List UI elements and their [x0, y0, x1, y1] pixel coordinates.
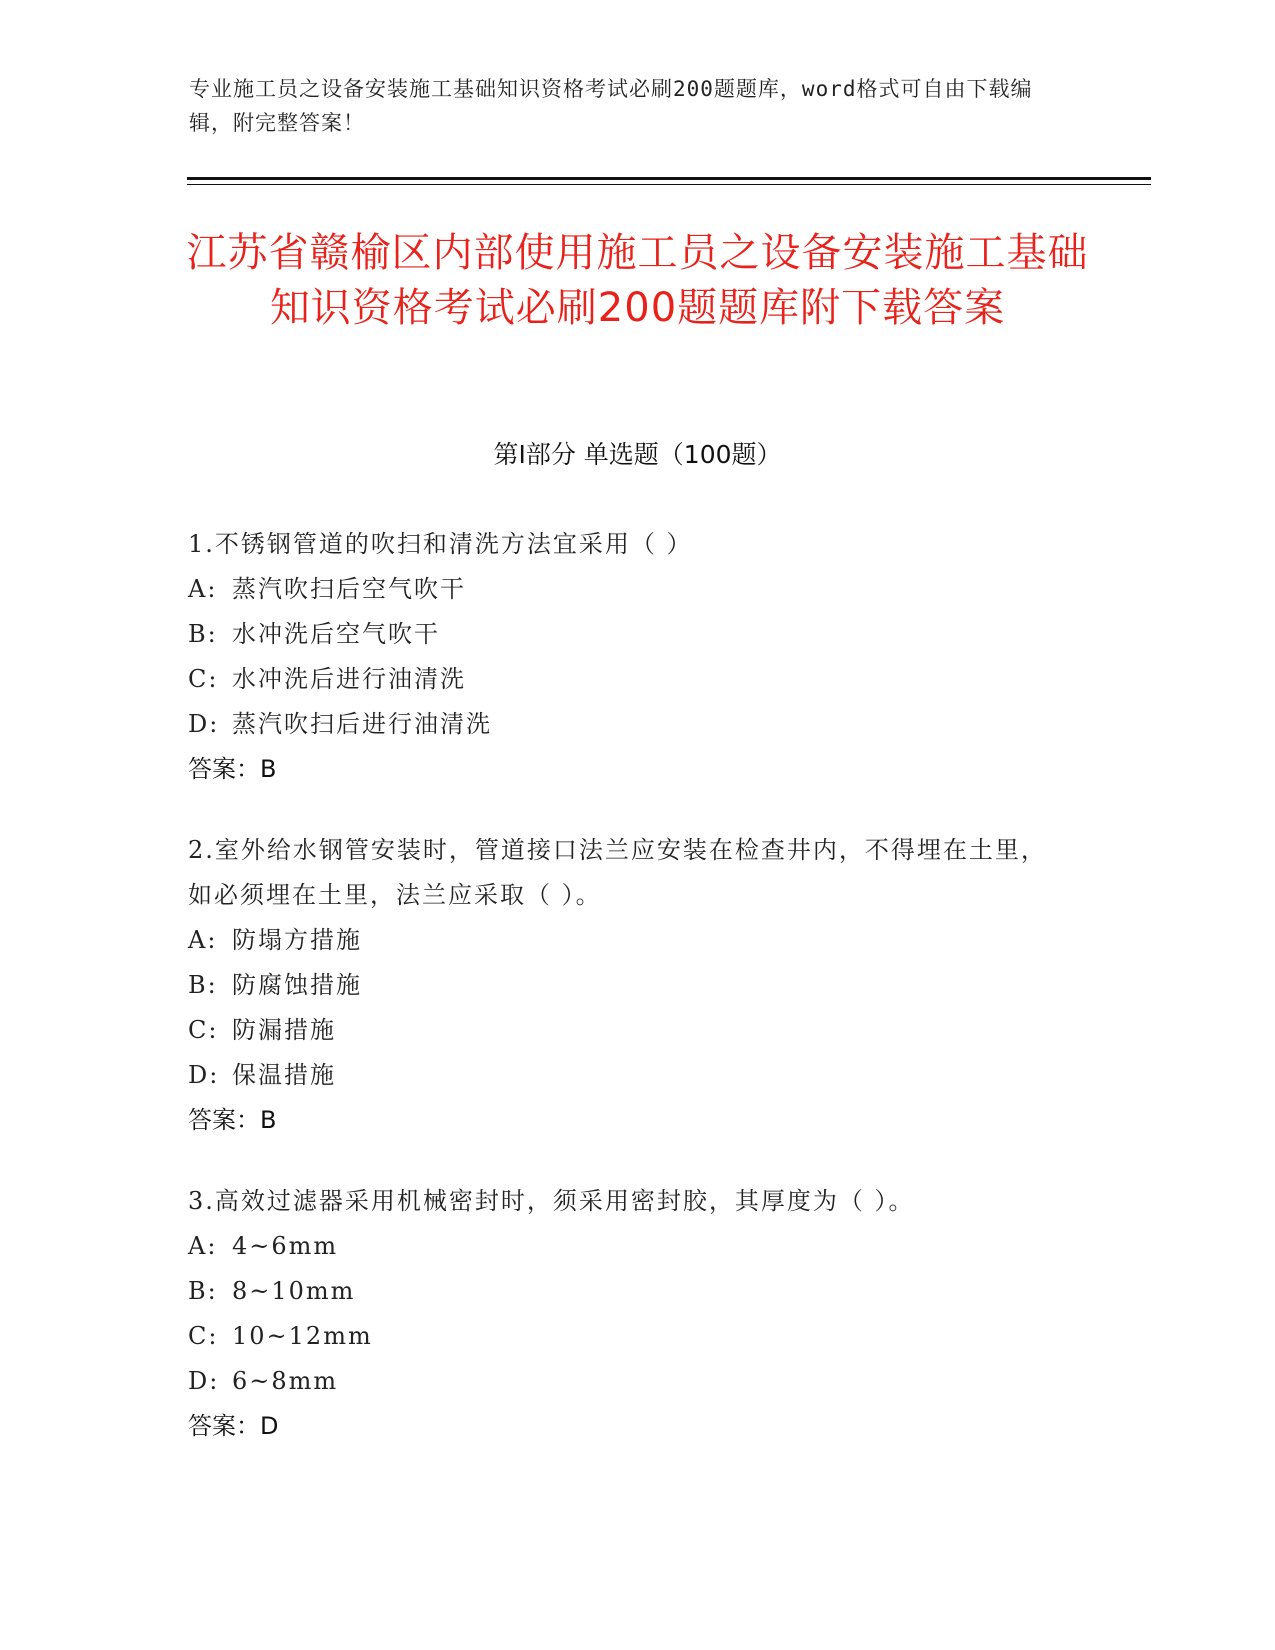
option-text: 防塌方措施 [232, 926, 362, 954]
option-key: C: [188, 665, 219, 693]
answer-prefix: 答案： [188, 755, 260, 783]
option-c [188, 657, 1068, 702]
header-rule-thin [187, 184, 1151, 185]
option-text: 蒸汽吹扫后空气吹干 [232, 575, 466, 603]
option-text: 10~12mm [232, 1322, 373, 1350]
option-text: 防腐蚀措施 [232, 971, 362, 999]
option-text: 6~8mm [232, 1367, 339, 1395]
question-1 [188, 522, 1068, 792]
option-b [188, 1269, 1068, 1314]
answer-value: B [260, 755, 277, 783]
option-d [188, 702, 1068, 747]
option-text: 水冲洗后进行油清洗 [232, 665, 466, 693]
question-stem: 2.室外给水钢管安装时，管道接口法兰应安装在检查井内，不得埋在土里，如必须埋在土里，法兰应采取（ ）。 [188, 836, 1047, 909]
option-a [188, 918, 1068, 963]
question-3 [188, 1179, 1068, 1449]
option-c [188, 1314, 1068, 1359]
option-key: C: [188, 1016, 219, 1044]
option-b [188, 612, 1068, 657]
option-key: A: [188, 926, 218, 954]
option-d [188, 1359, 1068, 1404]
option-d [188, 1053, 1068, 1098]
option-a [188, 567, 1068, 612]
option-text: 防漏措施 [232, 1016, 336, 1044]
option-key: B: [188, 620, 218, 648]
option-key: B: [188, 971, 218, 999]
answer-prefix: 答案： [188, 1412, 260, 1440]
answer-value: D [260, 1412, 279, 1440]
answer-value: B [260, 1106, 277, 1134]
option-key: D: [188, 1061, 220, 1089]
question-list [188, 522, 1068, 1485]
option-key: B: [188, 1277, 218, 1305]
option-text: 水冲洗后空气吹干 [232, 620, 440, 648]
question-stem: 1.不锈钢管道的吹扫和清洗方法宜采用（ ） [188, 530, 693, 558]
option-text: 8~10mm [232, 1277, 356, 1305]
option-key: D: [188, 1367, 220, 1395]
question-2 [188, 828, 1068, 1143]
option-text: 蒸汽吹扫后进行油清洗 [232, 710, 492, 738]
question-stem: 3.高效过滤器采用机械密封时，须采用密封胶，其厚度为（ ）。 [188, 1187, 915, 1215]
option-text: 4~6mm [232, 1232, 339, 1260]
option-b [188, 963, 1068, 1008]
answer-line [188, 1404, 1068, 1449]
option-text: 保温措施 [232, 1061, 336, 1089]
header-note: 专业施工员之设备安装施工基础知识资格考试必刷200题题库，word格式可自由下载编辑，附完整答案！ [189, 77, 1033, 135]
answer-prefix: 答案： [188, 1106, 260, 1134]
answer-line [188, 1098, 1068, 1143]
option-key: A: [188, 1232, 218, 1260]
option-key: C: [188, 1322, 219, 1350]
option-key: A: [188, 575, 218, 603]
header-rule-thick [187, 177, 1151, 180]
answer-line [188, 747, 1068, 792]
option-a [188, 1224, 1068, 1269]
section-heading: 第I部分 单选题（100题） [493, 440, 782, 469]
document-title: 江苏省赣榆区内部使用施工员之设备安装施工基础知识资格考试必刷200题题库附下载答案 [186, 230, 1089, 331]
option-key: D: [188, 710, 220, 738]
option-c [188, 1008, 1068, 1053]
